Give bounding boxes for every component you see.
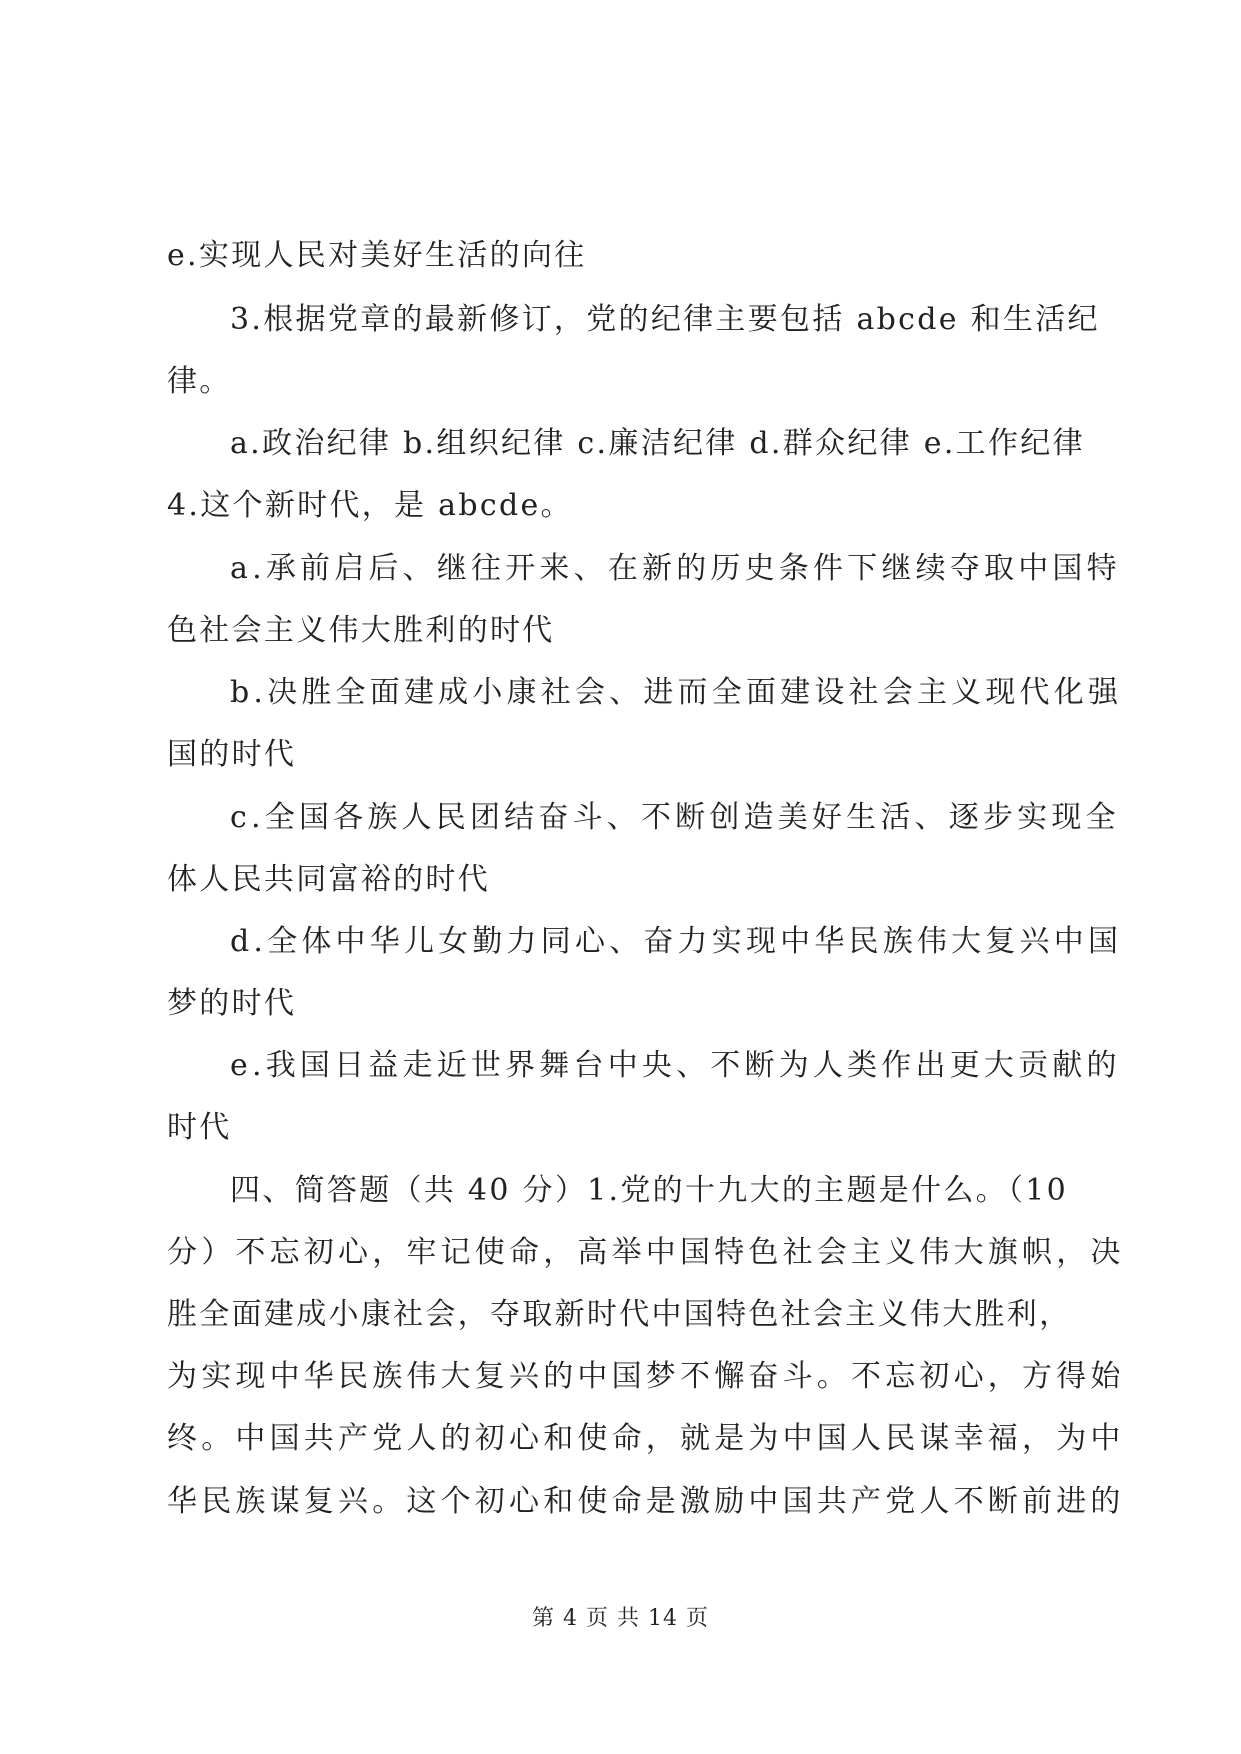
text-line: e.实现人民对美好生活的向往 [167,238,587,273]
text-line: 国的时代 [167,737,297,772]
text-line: 4.这个新时代，是 abcde。 [167,488,573,523]
text-line: 胜全面建成小康社会，夺取新时代中国特色社会主义伟大胜利， [167,1297,1072,1332]
text-line: c.全国各族人民团结奋斗、不断创造美好生活、逐步实现全 [230,800,1120,835]
text-line: 律。 [167,364,232,399]
text-line: 色社会主义伟大胜利的时代 [167,613,555,648]
text-line: 四、简答题（共 40 分）1.党的十九大的主题是什么。（10 [230,1173,1069,1208]
text-line: 为实现中华民族伟大复兴的中国梦不懈奋斗。不忘初心，方得始 [167,1359,1125,1394]
page-footer: 第 4 页 共 14 页 [532,1606,709,1631]
text-line: 3.根据党章的最新修订，党的纪律主要包括 abcde 和生活纪 [230,302,1100,337]
text-line: 华民族谋复兴。这个初心和使命是激励中国共产党人不断前进的 [167,1484,1125,1519]
text-line: e.我国日益走近世界舞台中央、不断为人类作出更大贡献的 [230,1048,1121,1083]
text-line: a.政治纪律 b.组织纪律 c.廉洁纪律 d.群众纪律 e.工作纪律 [230,426,1085,461]
text-line: 分）不忘初心，牢记使命，高举中国特色社会主义伟大旗帜，决 [167,1235,1125,1270]
text-line: a.承前启后、继往开来、在新的历史条件下继续夺取中国特 [230,551,1121,586]
text-line: 体人民共同富裕的时代 [167,862,490,897]
text-line: 时代 [167,1110,232,1145]
text-line: d.全体中华儿女勤力同心、奋力实现中华民族伟大复兴中国 [230,924,1123,959]
text-line: b.决胜全面建成小康社会、进而全面建设社会主义现代化强 [230,675,1123,710]
text-line: 终。中国共产党人的初心和使命，就是为中国人民谋幸福，为中 [167,1421,1125,1456]
text-line: 梦的时代 [167,986,297,1021]
